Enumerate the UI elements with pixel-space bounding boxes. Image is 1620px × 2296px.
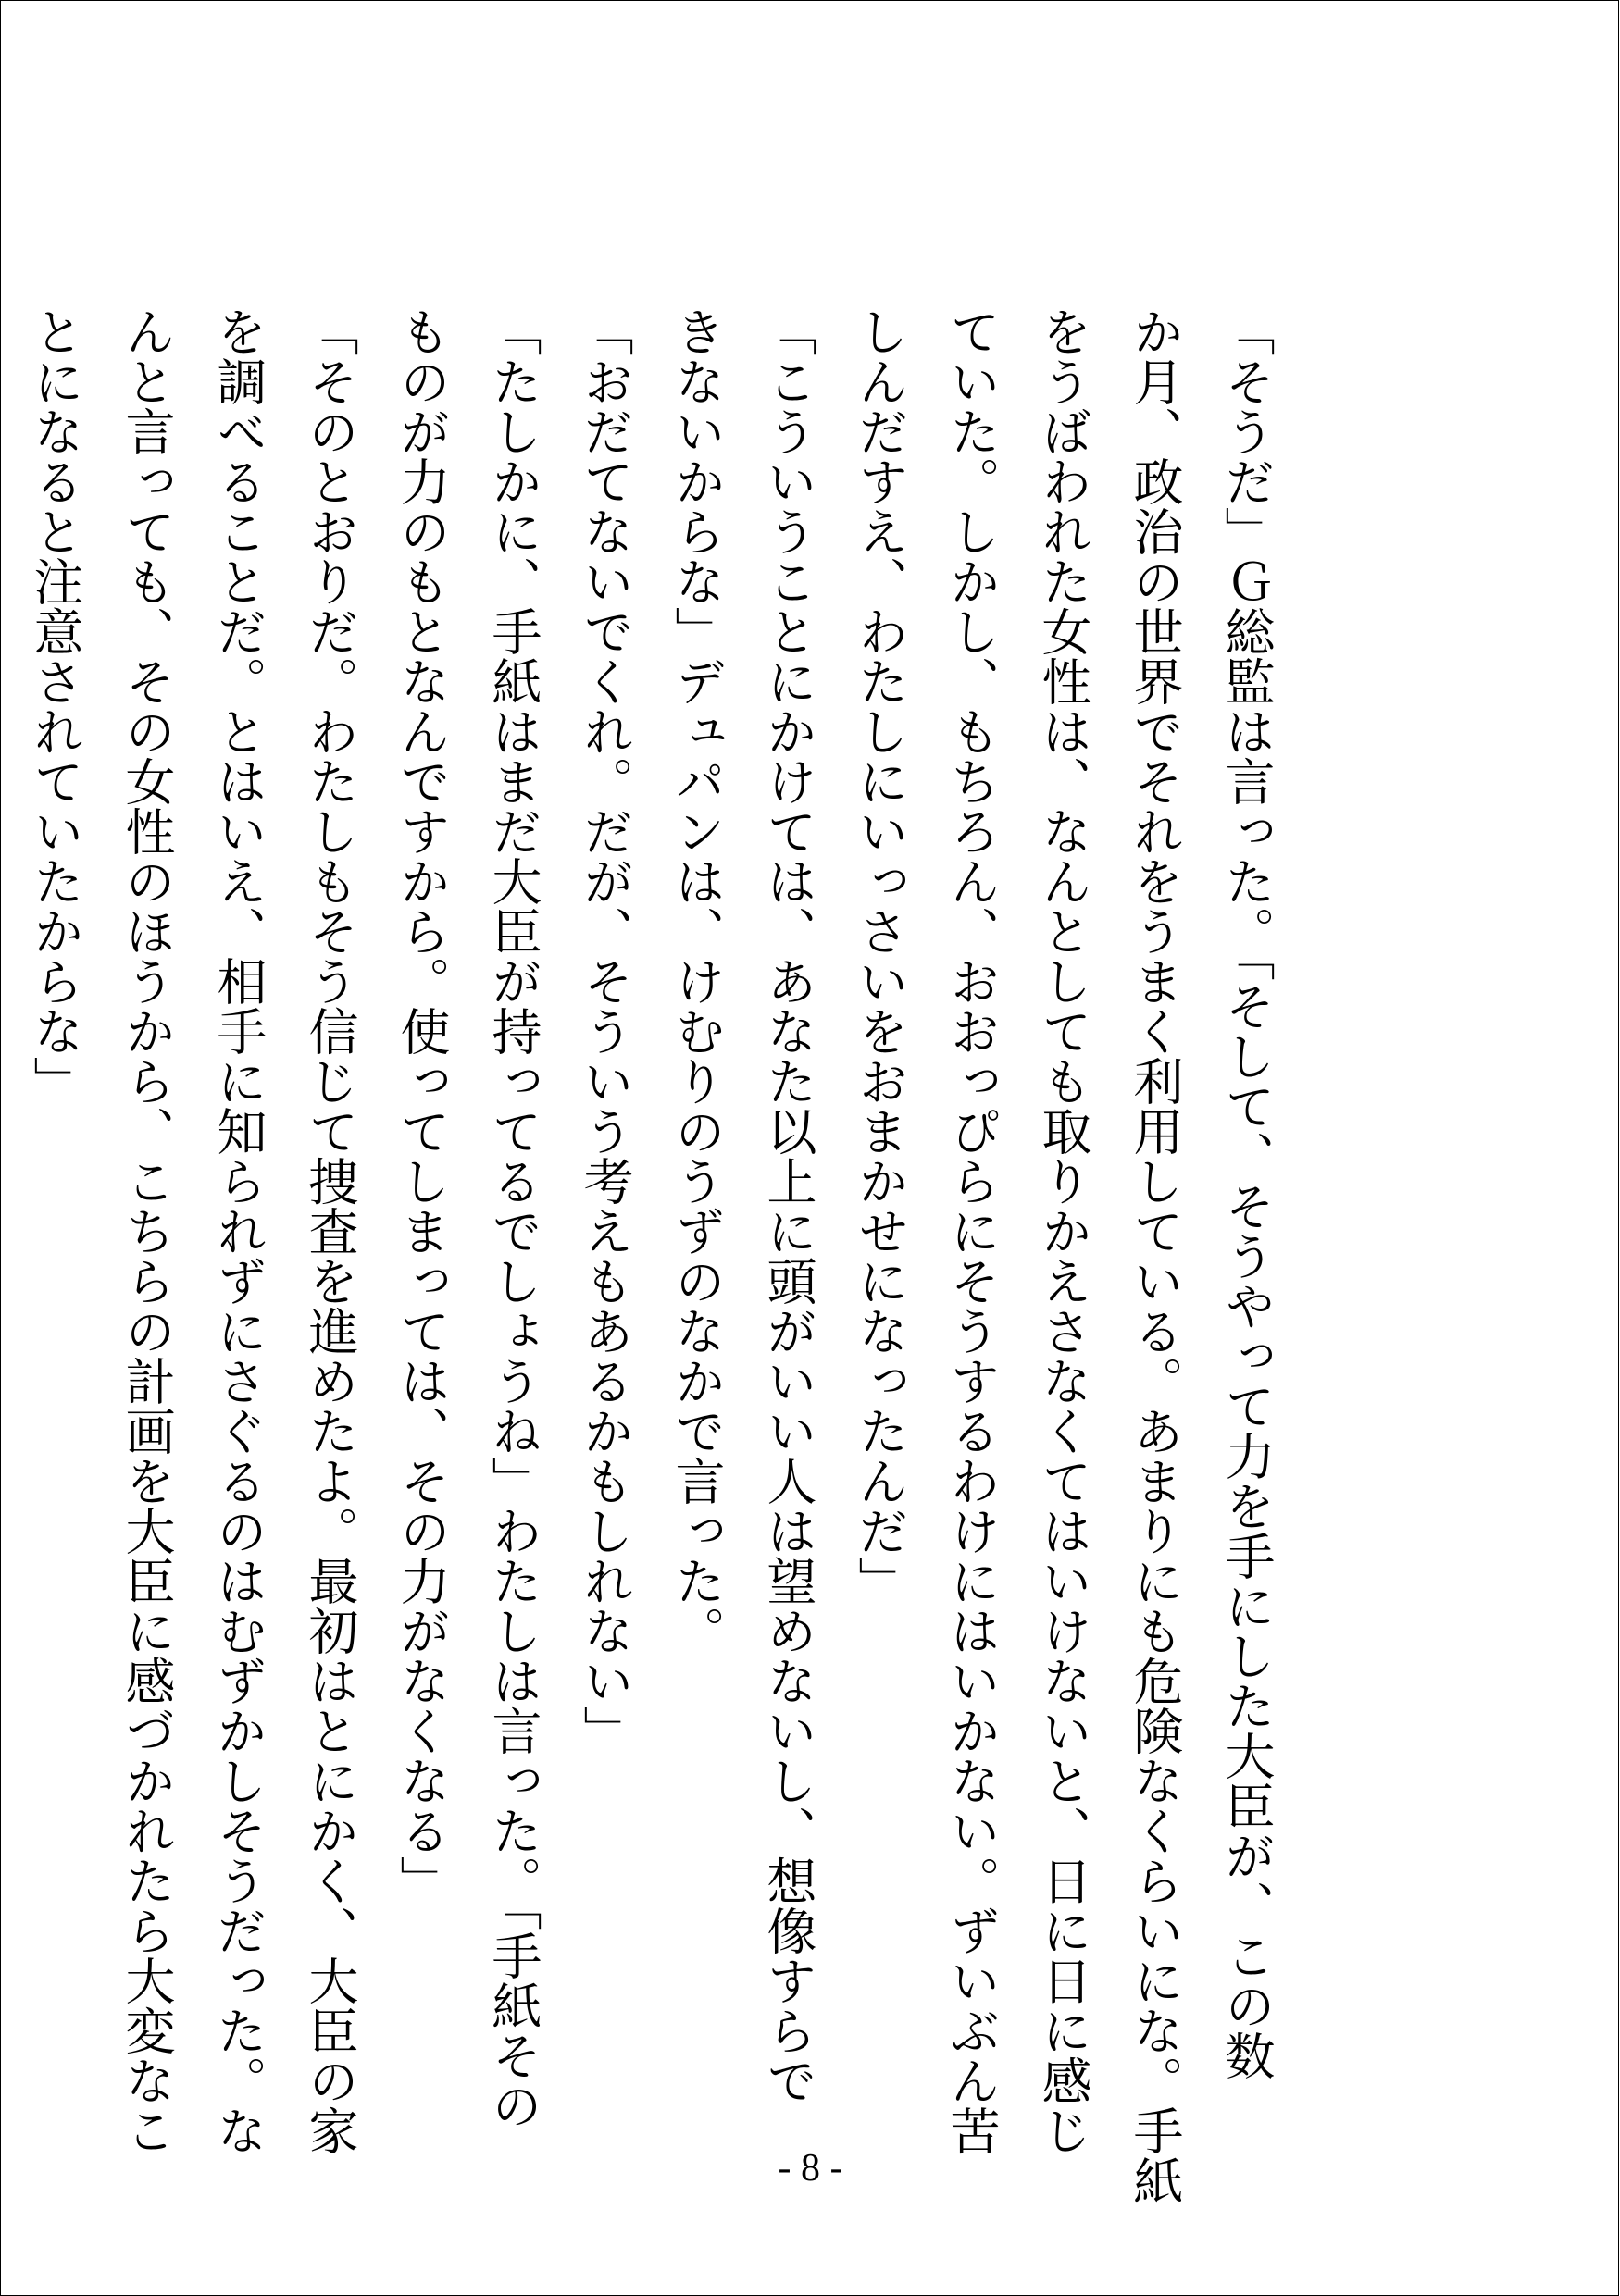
text-line: 「そうだ」Ｇ総監は言った。「そして、そうやって力を手にした大臣が、この数 [1217,306,1276,2080]
text-line: ものが力のもとなんですから。使ってしまっては、その力がなくなる」 [393,306,451,1905]
text-line: を調べることだ。とはいえ、相手に知られずにさぐるのはむずかしそうだった。な [209,306,268,2155]
text-line: んと言っても、その女性のほうから、こちらの計画を大臣に感づかれたら大変なこ [118,306,176,2155]
body-text [26,306,1292,2205]
text-line: しんだすえ、わたしにいっさいをおまかせになったんだ」 [851,306,909,1606]
page-number: - 8 - [778,2147,843,2190]
text-line [0,306,9,2046]
text-line: きないからな」デュパンは、けむりのうずのなかで言った。 [667,306,726,1656]
text-line: ていた。しかし、もちろん、おおっぴらにそうするわけにはいかない。ずいぶん苦 [942,306,1001,2155]
text-line: をうばわれた女性は、なんとしても取りかえさなくてはいけないと、日に日に感じ [1034,306,1092,2155]
text-line: とになると注意されていたからな」 [26,306,84,1106]
text-line: 「こういうことにかけては、あなた以上に頭がいい人は望めないし、想像すらで [759,306,817,2105]
text-line: 「たしかに、手紙はまだ大臣が持ってるでしょうね」わたしは言った。「手紙その [484,306,542,2130]
text-line: 「そのとおりだ。わたしもそう信じて捜査を進めたよ。最初はとにかく、大臣の家 [301,306,359,2155]
text-line: 「おだてないでくれ。だが、そういう考えもあるかもしれない」 [576,306,634,1756]
text-line: か月、政治の世界でそれをうまく利用している。あまりにも危険なくらいにな。手紙 [1126,306,1184,2205]
